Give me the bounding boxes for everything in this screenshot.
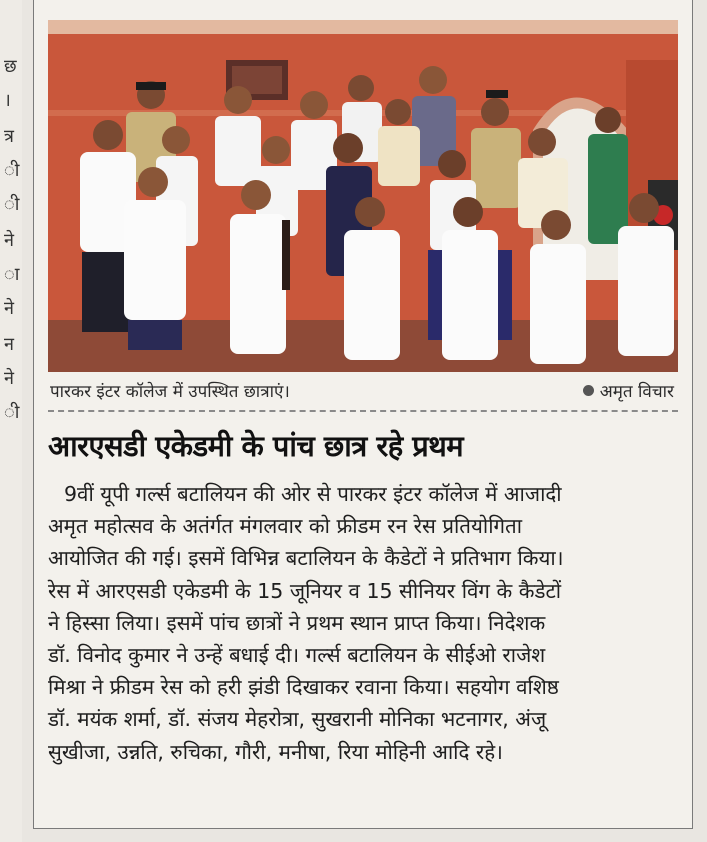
- body-line: 9वीं यूपी गर्ल्स बटालियन की ओर से पारकर इंटर कॉलेज में आजादी: [64, 482, 562, 506]
- photo-credit: [583, 379, 674, 402]
- fragment-char: छ: [4, 56, 17, 77]
- body-line: मिश्रा ने फ्रीडम रेस को हरी झंडी दिखाकर रवाना किया। सहयोग वशिष्ठ: [48, 675, 559, 700]
- fragment-char: ने: [4, 298, 14, 319]
- group-photo-illustration: [48, 20, 678, 372]
- photo-caption-row: [48, 376, 678, 408]
- article-body: [48, 478, 680, 768]
- article-headline: आरएसडी एकेडमी के पांच छात्र रहे प्रथम: [48, 429, 464, 463]
- fragment-char: ।: [4, 90, 11, 111]
- body-line: डॉ. मयंक शर्मा, डॉ. संजय मेहरोत्रा, सुखरानी मोनिका भटनागर, अंजू: [48, 707, 547, 732]
- bullet-icon: [583, 385, 594, 396]
- fragment-char: ने: [4, 230, 14, 251]
- photo-caption: पारकर इंटर कॉलेज में उपस्थित छात्राएं।: [50, 382, 290, 402]
- fragment-char: ा: [4, 264, 20, 285]
- adjacent-column-fragment: [0, 0, 22, 842]
- fragment-char: ी: [4, 160, 20, 181]
- body-line: डॉ. विनोद कुमार ने उन्हें बधाई दी। गर्ल्स बटालियन के सीईओ राजेश: [48, 643, 546, 668]
- body-line: सुखीजा, उन्नति, रुचिका, गौरी, मनीषा, रिया मोहिनी आदि रहे।: [48, 739, 503, 764]
- fragment-char: न: [4, 334, 14, 355]
- news-clipping: [33, 0, 693, 829]
- fragment-char: ी: [4, 402, 20, 423]
- body-line: ने हिस्सा लिया। इसमें पांच छात्रों ने प्रथम स्थान प्राप्त किया। निदेशक: [48, 610, 546, 635]
- body-line: रेस में आरएसडी एकेडमी के 15 जूनियर व 15 सीनियर विंग के कैडेटों: [48, 578, 562, 603]
- body-line: आयोजित की गई। इसमें विभिन्न बटालियन के कैडेटों ने प्रतिभाग किया।: [48, 546, 564, 571]
- caption-divider: [48, 410, 678, 412]
- body-line: अमृत महोत्सव के अतंर्गत मंगलवार को फ्रीडम रन रेस प्रतियोगिता: [48, 514, 523, 539]
- fragment-char: ी: [4, 194, 20, 215]
- credit-text: अमृत विचार: [599, 382, 674, 402]
- fragment-char: त्र: [4, 126, 14, 147]
- fragment-char: ने: [4, 368, 14, 389]
- group-photo: [48, 20, 678, 372]
